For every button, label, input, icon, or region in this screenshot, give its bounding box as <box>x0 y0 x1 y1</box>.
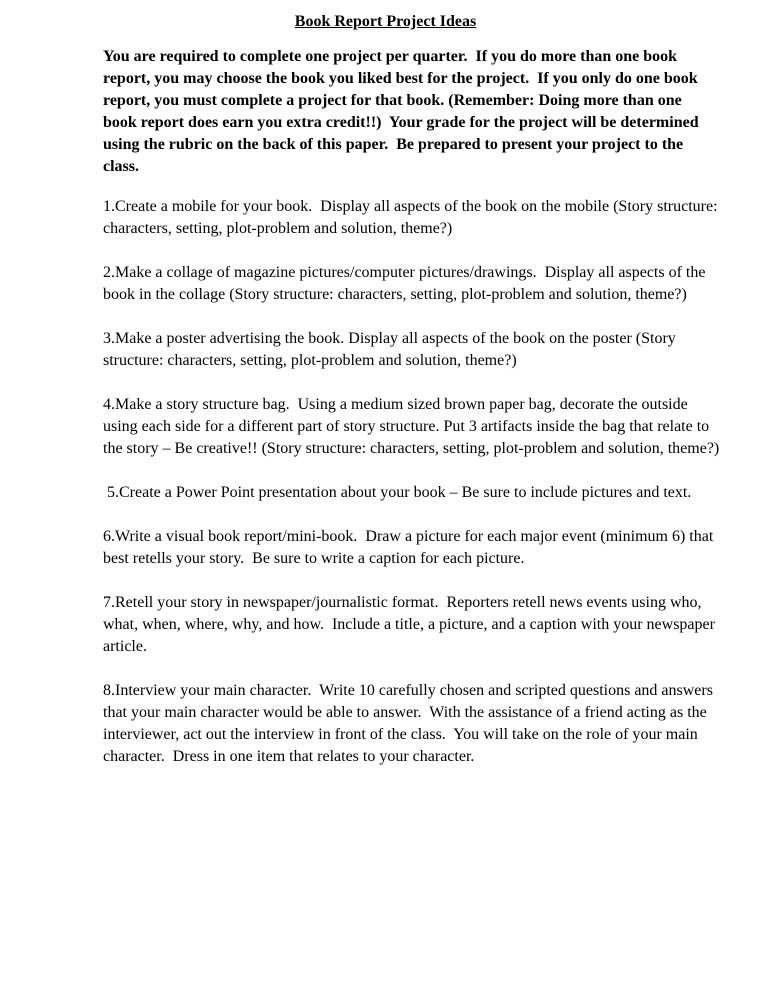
project-idea-item <box>103 482 703 504</box>
document-title: Book Report Project Ideas <box>294 13 477 30</box>
project-idea-line: interviewer, act out the interview in front of the class. You will take on the role of your main <box>103 726 698 743</box>
project-idea-line: 6.Write a visual book report/mini-book. Draw a picture for each major event (minimum 6) that <box>103 528 714 545</box>
intro-line: report, you must complete a project for that book. (Remember: Doing more than one <box>103 92 682 109</box>
project-idea-line: characters, setting, plot-problem and solution, theme?) <box>103 220 453 237</box>
project-idea-item <box>103 526 714 570</box>
project-idea-item <box>103 262 706 306</box>
project-idea-line: using each side for a different part of story structure. Put 3 artifacts inside the bag that relate to <box>103 418 710 435</box>
project-idea-line: 5.Create a Power Point presentation about your book – Be sure to include pictures and text. <box>103 484 692 501</box>
project-idea-line: 8.Interview your main character. Write 10 carefully chosen and scripted questions and answers <box>103 682 713 699</box>
intro-line: You are required to complete one project per quarter. If you do more than one book <box>103 48 678 65</box>
project-idea-item <box>103 328 703 372</box>
project-ideas-list <box>103 196 720 768</box>
project-idea-line: structure: characters, setting, plot-problem and solution, theme?) <box>103 352 517 369</box>
project-idea-line: what, when, where, why, and how. Include a title, a picture, and a caption with your newspaper <box>103 616 715 633</box>
intro-paragraph <box>103 46 703 178</box>
project-idea-line: the story – Be creative!! (Story structure: characters, setting, plot-problem and solution, theme?) <box>103 440 720 457</box>
project-idea-line: 3.Make a poster advertising the book. Display all aspects of the book on the poster (Story <box>103 330 676 347</box>
project-idea-item <box>103 394 720 460</box>
project-idea-line: article. <box>103 638 147 655</box>
project-idea-line: 7.Retell your story in newspaper/journalistic format. Reporters retell news events using who, <box>103 594 702 611</box>
intro-line: report, you may choose the book you liked best for the project. If you only do one book <box>103 70 698 87</box>
project-idea-item <box>103 680 713 768</box>
intro-line: using the rubric on the back of this paper. Be prepared to present your project to the <box>103 136 684 153</box>
project-idea-line: book in the collage (Story structure: characters, setting, plot-problem and solution, theme?) <box>103 286 687 303</box>
document-page <box>103 11 720 790</box>
project-idea-line: 1.Create a mobile for your book. Display all aspects of the book on the mobile (Story structure: <box>103 198 718 215</box>
project-idea-line: character. Dress in one item that relates to your character. <box>103 748 475 765</box>
project-idea-line: 2.Make a collage of magazine pictures/computer pictures/drawings. Display all aspects of the <box>103 264 706 281</box>
project-idea-line: that your main character would be able to answer. With the assistance of a friend acting as the <box>103 704 707 721</box>
project-idea-line: 4.Make a story structure bag. Using a medium sized brown paper bag, decorate the outside <box>103 396 688 413</box>
project-idea-item <box>103 196 718 240</box>
intro-line: book report does earn you extra credit!!) Your grade for the project will be determined <box>103 114 699 131</box>
project-idea-item <box>103 592 715 658</box>
project-idea-line: best retells your story. Be sure to write a caption for each picture. <box>103 550 525 567</box>
intro-line: class. <box>103 158 139 175</box>
